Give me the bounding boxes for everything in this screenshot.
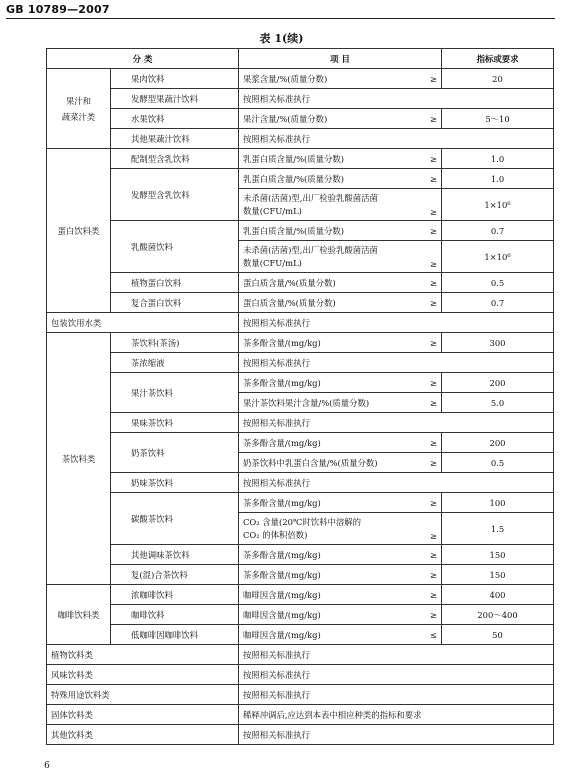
item-cell bbox=[239, 433, 442, 453]
table-row bbox=[47, 433, 554, 453]
value-text: 1×10⁶ bbox=[484, 251, 511, 262]
classification-cell bbox=[47, 645, 239, 665]
item-with-operator bbox=[243, 192, 437, 218]
value-text: 200～400 bbox=[477, 609, 518, 620]
value-cell bbox=[442, 373, 554, 393]
table-row bbox=[47, 493, 554, 513]
item-text: 茶多酚含量/(mg/kg) bbox=[243, 437, 321, 448]
item-cell bbox=[239, 273, 442, 293]
item-cell bbox=[239, 493, 442, 513]
table-row bbox=[47, 353, 554, 373]
item-text: 果浆含量/%(质量分数) bbox=[243, 73, 328, 84]
header-requirement: 指标或要求 bbox=[442, 49, 554, 69]
item-cell bbox=[239, 625, 442, 645]
subcategory-label: 乳酸菌饮料 bbox=[131, 241, 173, 252]
item-text: 咖啡因含量/(mg/kg) bbox=[243, 629, 321, 640]
subcategory-cell bbox=[111, 273, 239, 293]
item-text: 果汁茶饮料果汁含量/%(质量分数) bbox=[243, 397, 370, 408]
subcategory-label: 复(混)合茶饮料 bbox=[131, 569, 188, 580]
item-cell bbox=[239, 665, 554, 685]
value-cell bbox=[442, 625, 554, 645]
table-row bbox=[47, 273, 554, 293]
item-cell bbox=[239, 69, 442, 89]
subcategory-cell bbox=[111, 169, 239, 221]
operator-symbol: ≤ bbox=[429, 629, 438, 640]
item-cell bbox=[239, 373, 442, 393]
value-text: 1.5 bbox=[490, 523, 505, 534]
table-row bbox=[47, 129, 554, 149]
item-cell bbox=[239, 565, 442, 585]
group-label: 茶饮料类 bbox=[61, 453, 96, 464]
item-with-operator bbox=[243, 225, 437, 237]
item-cell bbox=[239, 605, 442, 625]
table-header-row bbox=[47, 49, 554, 69]
classification-cell bbox=[47, 665, 239, 685]
subcategory-cell bbox=[111, 109, 239, 129]
subcategory-cell bbox=[111, 69, 239, 89]
subcategory-label: 其他果蔬汁饮料 bbox=[131, 133, 190, 144]
operator-symbol: ≥ bbox=[429, 437, 438, 448]
subcategory-label: 植物蛋白饮料 bbox=[131, 277, 182, 288]
subcategory-label: 奶茶饮料 bbox=[131, 447, 165, 458]
table-row bbox=[47, 413, 554, 433]
value-text: 300 bbox=[489, 337, 506, 348]
table-row bbox=[47, 69, 554, 89]
item-cell bbox=[239, 89, 554, 109]
subcategory-label: 其他调味茶饮料 bbox=[131, 549, 190, 560]
classification-cell bbox=[47, 313, 239, 333]
value-text: 0.5 bbox=[490, 457, 505, 468]
item-text: 茶多酚含量/(mg/kg) bbox=[243, 549, 321, 560]
operator-symbol: ≥ bbox=[429, 258, 438, 269]
operator-symbol: ≥ bbox=[429, 377, 438, 388]
value-text: 200 bbox=[489, 377, 506, 388]
subcategory-cell bbox=[111, 473, 239, 493]
value-text: 100 bbox=[489, 497, 506, 508]
header-item: 项 目 bbox=[239, 49, 442, 69]
value-cell bbox=[442, 169, 554, 189]
value-cell bbox=[442, 493, 554, 513]
item-with-operator bbox=[243, 377, 437, 389]
item-cell bbox=[239, 353, 554, 373]
item-with-operator bbox=[243, 173, 437, 185]
classification-label: 固体饮料类 bbox=[51, 709, 93, 720]
value-cell bbox=[442, 565, 554, 585]
value-cell bbox=[442, 453, 554, 473]
table-row bbox=[47, 473, 554, 493]
item-text: 按照相关标准执行 bbox=[243, 133, 311, 144]
item-text: 未杀菌(活菌)型,出厂检验乳酸菌活菌 数量(CFU/mL) bbox=[243, 244, 378, 268]
operator-symbol: ≥ bbox=[429, 457, 438, 468]
standard-number: GB 10789—2007 bbox=[6, 3, 110, 16]
table-row bbox=[47, 565, 554, 585]
item-text: CO₂ 含量(20℃时饮料中溶解的 CO₂ 的体积倍数) bbox=[243, 516, 361, 540]
operator-symbol: ≥ bbox=[429, 569, 438, 580]
operator-symbol: ≥ bbox=[429, 153, 438, 164]
item-text: 茶多酚含量/(mg/kg) bbox=[243, 377, 321, 388]
item-text: 奶茶饮料中乳蛋白含量/%(质量分数) bbox=[243, 457, 378, 468]
value-cell bbox=[442, 69, 554, 89]
value-text: 400 bbox=[489, 589, 506, 600]
item-with-operator bbox=[243, 589, 437, 601]
operator-symbol: ≥ bbox=[429, 73, 438, 84]
item-cell bbox=[239, 189, 442, 221]
item-text: 按照相关标准执行 bbox=[243, 357, 311, 368]
value-cell bbox=[442, 149, 554, 169]
classification-cell bbox=[47, 725, 239, 745]
classification-label: 植物饮料类 bbox=[51, 649, 93, 660]
group-label: 咖啡饮料类 bbox=[57, 609, 100, 620]
item-text: 茶多酚含量/(mg/kg) bbox=[243, 569, 321, 580]
item-cell bbox=[239, 129, 554, 149]
item-cell bbox=[239, 725, 554, 745]
item-cell bbox=[239, 221, 442, 241]
table-row bbox=[47, 293, 554, 313]
subcategory-cell bbox=[111, 433, 239, 473]
item-text: 按照相关标准执行 bbox=[243, 669, 311, 680]
item-with-operator bbox=[243, 549, 437, 561]
subcategory-label: 茶饮料(茶汤) bbox=[131, 337, 180, 348]
classification-cell bbox=[47, 685, 239, 705]
item-cell bbox=[239, 149, 442, 169]
item-text: 蛋白质含量/%(质量分数) bbox=[243, 277, 336, 288]
value-text: 0.7 bbox=[490, 297, 505, 308]
table-row bbox=[47, 585, 554, 605]
value-text: 1×10⁶ bbox=[484, 199, 511, 210]
item-cell bbox=[239, 293, 442, 313]
table-row bbox=[47, 333, 554, 353]
item-with-operator bbox=[243, 516, 437, 542]
subcategory-label: 浓咖啡饮料 bbox=[131, 589, 173, 600]
classification-cell bbox=[47, 705, 239, 725]
item-cell bbox=[239, 685, 554, 705]
table-row bbox=[47, 313, 554, 333]
item-cell bbox=[239, 241, 442, 273]
item-cell bbox=[239, 645, 554, 665]
classification-label: 其他饮料类 bbox=[51, 729, 93, 740]
operator-symbol: ≥ bbox=[429, 497, 438, 508]
subcategory-label: 果味茶饮料 bbox=[131, 417, 173, 428]
table-row bbox=[47, 705, 554, 725]
table-row bbox=[47, 545, 554, 565]
item-with-operator bbox=[243, 297, 437, 309]
item-cell bbox=[239, 545, 442, 565]
subcategory-cell bbox=[111, 353, 239, 373]
item-text: 按照相关标准执行 bbox=[243, 317, 311, 328]
table-row bbox=[47, 625, 554, 645]
value-text: 5.0 bbox=[490, 397, 505, 408]
value-cell bbox=[442, 241, 554, 273]
operator-symbol: ≥ bbox=[429, 397, 438, 408]
subcategory-cell bbox=[111, 585, 239, 605]
subcategory-cell bbox=[111, 413, 239, 433]
item-text: 蛋白质含量/%(质量分数) bbox=[243, 297, 336, 308]
item-text: 按照相关标准执行 bbox=[243, 649, 311, 660]
value-cell bbox=[442, 293, 554, 313]
table-row bbox=[47, 109, 554, 129]
group-cell bbox=[47, 333, 111, 585]
value-text: 0.7 bbox=[490, 225, 505, 236]
item-text: 乳蛋白质含量/%(质量分数) bbox=[243, 173, 345, 184]
value-cell bbox=[442, 109, 554, 129]
value-cell bbox=[442, 433, 554, 453]
item-cell bbox=[239, 473, 554, 493]
value-text: 5～10 bbox=[485, 113, 510, 124]
subcategory-cell bbox=[111, 333, 239, 353]
table-row bbox=[47, 373, 554, 393]
item-cell bbox=[239, 585, 442, 605]
operator-symbol: ≥ bbox=[429, 297, 438, 308]
subcategory-cell bbox=[111, 221, 239, 273]
value-text: 0.5 bbox=[490, 277, 505, 288]
group-cell bbox=[47, 149, 111, 313]
table-row bbox=[47, 169, 554, 189]
value-text: 1.0 bbox=[490, 173, 505, 184]
table-row bbox=[47, 645, 554, 665]
item-cell bbox=[239, 109, 442, 129]
operator-symbol: ≥ bbox=[429, 113, 438, 124]
value-cell bbox=[442, 221, 554, 241]
subcategory-label: 水果饮料 bbox=[131, 113, 165, 124]
operator-symbol: ≥ bbox=[429, 530, 438, 541]
subcategory-cell bbox=[111, 293, 239, 313]
item-cell bbox=[239, 453, 442, 473]
value-cell bbox=[442, 545, 554, 565]
subcategory-label: 茶浓缩液 bbox=[131, 357, 165, 368]
classification-label: 包装饮用水类 bbox=[51, 317, 102, 328]
item-with-operator bbox=[243, 337, 437, 349]
item-text: 稀释冲调后,应达到本表中相应种类的指标和要求 bbox=[243, 709, 422, 720]
operator-symbol: ≥ bbox=[429, 173, 438, 184]
value-cell bbox=[442, 605, 554, 625]
value-text: 200 bbox=[489, 437, 506, 448]
table-row bbox=[47, 221, 554, 241]
subcategory-label: 发酵型含乳饮料 bbox=[131, 189, 190, 200]
subcategory-label: 发酵型果蔬汁饮料 bbox=[131, 93, 198, 104]
operator-symbol: ≥ bbox=[429, 277, 438, 288]
subcategory-label: 碳酸茶饮料 bbox=[131, 513, 173, 524]
item-text: 咖啡因含量/(mg/kg) bbox=[243, 589, 321, 600]
value-cell bbox=[442, 393, 554, 413]
value-text: 20 bbox=[492, 73, 503, 84]
item-cell bbox=[239, 333, 442, 353]
item-text: 未杀菌(活菌)型,出厂检验乳酸菌活菌 数量(CFU/mL) bbox=[243, 192, 378, 216]
item-text: 乳蛋白质含量/%(质量分数) bbox=[243, 153, 345, 164]
subcategory-cell bbox=[111, 89, 239, 109]
subcategory-cell bbox=[111, 373, 239, 413]
classification-label: 特殊用途饮料类 bbox=[51, 689, 110, 700]
item-with-operator bbox=[243, 153, 437, 165]
item-text: 按照相关标准执行 bbox=[243, 93, 311, 104]
item-with-operator bbox=[243, 609, 437, 621]
operator-symbol: ≥ bbox=[429, 549, 438, 560]
table-row bbox=[47, 149, 554, 169]
subcategory-cell bbox=[111, 545, 239, 565]
value-text: 150 bbox=[489, 569, 506, 580]
group-label: 果汁和 蔬菜汁类 bbox=[61, 95, 96, 122]
table-row bbox=[47, 685, 554, 705]
value-text: 50 bbox=[492, 629, 503, 640]
group-label: 蛋白饮料类 bbox=[57, 225, 100, 236]
subcategory-cell bbox=[111, 493, 239, 545]
item-text: 咖啡因含量/(mg/kg) bbox=[243, 609, 321, 620]
operator-symbol: ≥ bbox=[429, 337, 438, 348]
item-text: 按照相关标准执行 bbox=[243, 729, 311, 740]
table-row bbox=[47, 89, 554, 109]
item-cell bbox=[239, 705, 554, 725]
value-cell bbox=[442, 585, 554, 605]
table-caption: 表 1(续) bbox=[259, 32, 304, 45]
value-text: 150 bbox=[489, 549, 506, 560]
subcategory-label: 低咖啡因咖啡饮料 bbox=[131, 629, 198, 640]
value-cell bbox=[442, 513, 554, 545]
subcategory-cell bbox=[111, 625, 239, 645]
subcategory-label: 奶味茶饮料 bbox=[131, 477, 173, 488]
item-cell bbox=[239, 313, 554, 333]
group-cell bbox=[47, 585, 111, 645]
subcategory-label: 果汁茶饮料 bbox=[131, 387, 173, 398]
item-with-operator bbox=[243, 397, 437, 409]
item-text: 按照相关标准执行 bbox=[243, 417, 311, 428]
value-cell bbox=[442, 189, 554, 221]
item-cell bbox=[239, 413, 554, 433]
item-with-operator bbox=[243, 244, 437, 270]
item-text: 乳蛋白质含量/%(质量分数) bbox=[243, 225, 345, 236]
item-text: 果汁含量/%(质量分数) bbox=[243, 113, 328, 124]
subcategory-label: 果肉饮料 bbox=[131, 73, 165, 84]
subcategory-label: 配制型含乳饮料 bbox=[131, 153, 190, 164]
item-with-operator bbox=[243, 497, 437, 509]
item-with-operator bbox=[243, 437, 437, 449]
requirements-table bbox=[46, 48, 554, 745]
subcategory-label: 咖啡饮料 bbox=[131, 609, 165, 620]
item-with-operator bbox=[243, 73, 437, 85]
table-row bbox=[47, 725, 554, 745]
item-text: 按照相关标准执行 bbox=[243, 689, 311, 700]
value-text: 1.0 bbox=[490, 153, 505, 164]
subcategory-cell bbox=[111, 129, 239, 149]
item-with-operator bbox=[243, 629, 437, 641]
subcategory-label: 复合蛋白饮料 bbox=[131, 297, 182, 308]
item-with-operator bbox=[243, 457, 437, 469]
item-text: 茶多酚含量/(mg/kg) bbox=[243, 337, 321, 348]
item-cell bbox=[239, 169, 442, 189]
group-cell bbox=[47, 69, 111, 149]
operator-symbol: ≥ bbox=[429, 609, 438, 620]
item-with-operator bbox=[243, 569, 437, 581]
value-cell bbox=[442, 333, 554, 353]
table-row bbox=[47, 605, 554, 625]
item-cell bbox=[239, 513, 442, 545]
page-number: 6 bbox=[44, 761, 50, 771]
operator-symbol: ≥ bbox=[429, 589, 438, 600]
classification-label: 风味饮料类 bbox=[51, 669, 93, 680]
item-text: 按照相关标准执行 bbox=[243, 477, 311, 488]
table-row bbox=[47, 665, 554, 685]
item-with-operator bbox=[243, 113, 437, 125]
item-with-operator bbox=[243, 277, 437, 289]
subcategory-cell bbox=[111, 149, 239, 169]
subcategory-cell bbox=[111, 565, 239, 585]
operator-symbol: ≥ bbox=[429, 225, 438, 236]
item-text: 茶多酚含量/(mg/kg) bbox=[243, 497, 321, 508]
item-cell bbox=[239, 393, 442, 413]
subcategory-cell bbox=[111, 605, 239, 625]
value-cell bbox=[442, 273, 554, 293]
header-rule bbox=[6, 18, 555, 19]
header-classification: 分 类 bbox=[47, 49, 239, 69]
operator-symbol: ≥ bbox=[429, 206, 438, 217]
